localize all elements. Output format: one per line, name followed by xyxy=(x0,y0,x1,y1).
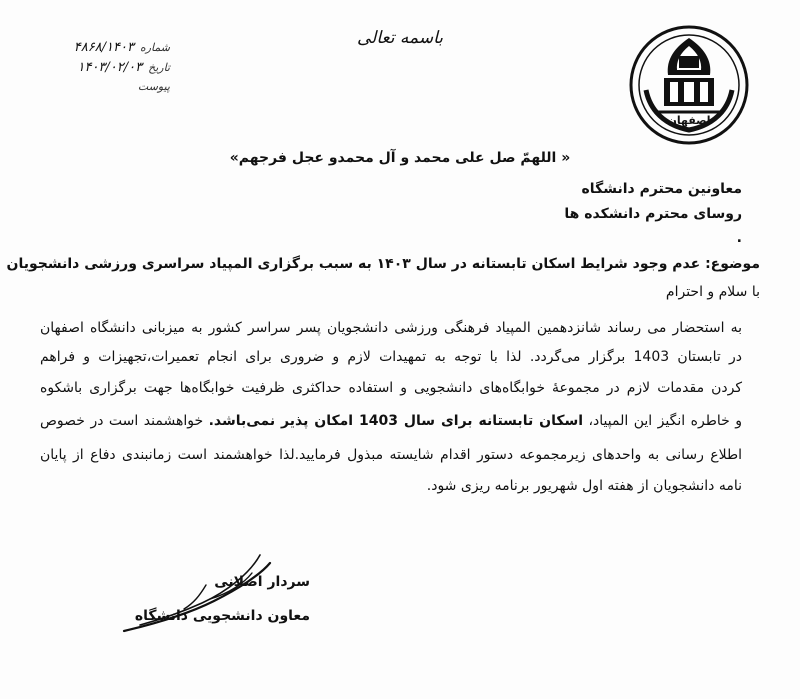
greeting: با سلام و احترام xyxy=(665,284,760,300)
body-line-4-bold: اسکان تابستانه برای سال 1403 امکان پذیر نمی‌باشد. xyxy=(208,413,584,429)
letter-number-row xyxy=(30,40,170,60)
invocation-heading: باسمه تعالی xyxy=(357,28,443,48)
subject-text: عدم وجود شرایط اسکان تابستانه در سال ۱۴۰۳ به سبب برگزاری المپیاد سراسری ورزشی دانشجویان xyxy=(6,256,701,272)
body-line-3: کردن مقدمات لازم در مجموعهٔ خوابگاه‌های دانشجویی و استفاده حداکثری ظرفیت خوابگاه‌ها جهت برگزاری باشکوه xyxy=(40,380,742,396)
body-line-6: نامه دانشجویان از هفته اول شهریور برنامه ریزی شود. xyxy=(426,478,742,494)
letter-date-label: تاریخ xyxy=(148,61,170,74)
body-line-2: در تابستان 1403 برگزار می‌گردد. لذا با توجه به تمهیدات لازم و ضروری برای انجام تعمیرات،تجهیزات و فراهم xyxy=(40,349,743,365)
body-line-4-pre: و خاطره انگیز این المپیاد، xyxy=(588,413,743,429)
bullet-mark: . xyxy=(736,230,742,246)
subject-line xyxy=(6,256,760,272)
subject-label: موضوع: xyxy=(705,256,760,272)
letter-number-label: شماره xyxy=(139,41,170,54)
letter-date-row xyxy=(30,60,170,80)
signer-title: معاون دانشجویی دانشگاه xyxy=(134,608,310,624)
recipient-2: روسای محترم دانشکده ها xyxy=(564,206,742,222)
body-line-4 xyxy=(40,413,742,429)
letter-date: ۱۴۰۳/۰۲/۰۳ xyxy=(77,60,143,75)
handwritten-signature xyxy=(110,545,330,635)
letter-number: ۴۸۶۸/۱۴۰۳ xyxy=(73,40,134,55)
letter-attachment-label: پیوست xyxy=(137,80,170,93)
body-line-1: به استحضار می رساند شانزدهمین المپیاد فرهنگی ورزشی دانشجویان پسر سراسر کشور به میزبانی دانشگاه اصفهان xyxy=(40,320,742,336)
body-line-5: اطلاع رسانی به واحدهای زیرمجموعه دستور اقدام شایسته مبذول فرمایید.لذا خواهشمند است زمانبندی دفاع از پایان xyxy=(40,447,742,463)
letter-meta xyxy=(30,40,170,100)
letter-attachment-row xyxy=(30,80,170,100)
university-emblem-logo xyxy=(624,20,754,150)
signer-name: سردار اصلانی xyxy=(214,574,310,590)
logo-text: اصفهان xyxy=(667,114,711,127)
salutation: « اللهمّ صل علی محمد و آل محمدو عجل فرجهم» xyxy=(229,150,571,166)
body-line-4-post: خواهشمند است در خصوص xyxy=(40,413,204,429)
recipient-1: معاونین محترم دانشگاه xyxy=(581,181,742,197)
